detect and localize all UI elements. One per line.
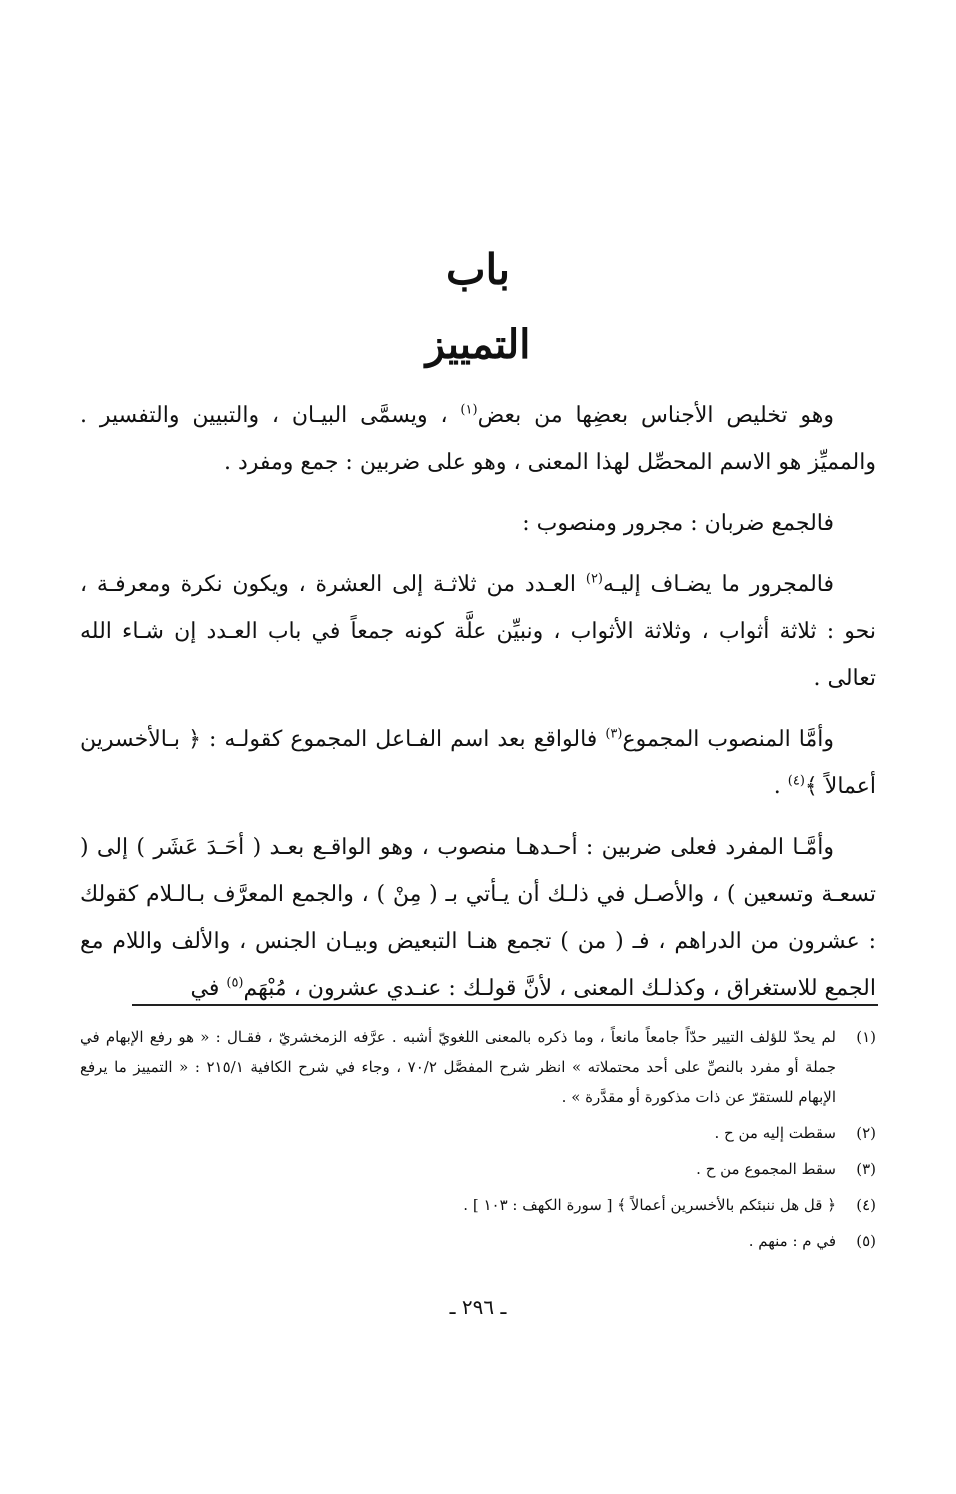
page-number: ـ ٢٩٦ ـ (449, 1295, 507, 1319)
footnote-text: سقط المجموع من ح . (696, 1160, 836, 1178)
footnote-ref-3: (٣) (605, 726, 623, 742)
footnotes (80, 1022, 876, 1262)
footnote-number: (١) (856, 1028, 876, 1046)
footnote-number: (٣) (856, 1160, 876, 1178)
footnote-ref-4: (٤) (787, 773, 805, 789)
footnote-item (80, 1118, 876, 1148)
footnote-text: في م : منهم . (748, 1232, 836, 1250)
footnote-item (80, 1190, 876, 1220)
footnote-ref-5: (٥) (226, 975, 244, 991)
paragraph-plural-types: فالجمع ضربان : مجرور ومنصوب : (522, 511, 834, 536)
paragraph-singular: وأمَّـا المفرد فعلى ضربين : أحـدهـا منصوب ، وهو الواقـع بعـد ( أحَـدَ عَشَر ) إلى ( تسعـة وتسعين ) ، والأصـل في ذلـك أن يـأتي بـ ( مِنْ ) ، والجمع المعرَّف بـالـلام كقولك : عشرون من الدراهم ، فـ ( من ) تجمع هنـا التبعيض وبيـان الجنس ، والألف واللام مع الجمع للاستغراق ، وكذلـك المعنى ، لأنَّ قولـك : عنـدي عشرون ، مُبْهَم$^{(٥)}$ في (80, 835, 876, 1001)
chapter-label: باب (445, 245, 511, 294)
footnote-number: (٤) (856, 1196, 876, 1214)
footnote-number: (٢) (856, 1124, 876, 1142)
footnote-divider (132, 1004, 878, 1006)
paragraph-definition: وهو تخليص الأجناس بعضِها من بعض$^{(١)}$ ، ويسمَّى البيـان ، والتبيين والتفسير . والمميِّز هو الاسم المحصِّل لهذا المعنى ، وهو على ضربين : جمع ومفرد . (80, 402, 876, 475)
footnote-text: ﴿ قل هل ننبئكم بالأخسرين أعمالاً ﴾ [ سورة الكهف : ١٠٣ ] . (463, 1196, 836, 1214)
footnote-ref-1: (١) (460, 402, 478, 418)
footnote-item (80, 1226, 876, 1256)
paragraph-accusative-plural: وأمَّا المنصوب المجموع$^{(٣)}$ فالواقع بعد اسم الفـاعل المجموع كقولـه : ﴿ بـالأخسرين أعمالاً ﴾$^{(٤)}$ . (80, 726, 876, 799)
footnote-item (80, 1154, 876, 1184)
footnote-text: سقطت إليه من ح . (714, 1124, 836, 1142)
footnote-ref-2: (٢) (585, 571, 603, 587)
main-text (80, 392, 876, 1012)
paragraph-genitive: فالمجرور ما يضـاف إليـه$^{(٢)}$ العـدد من ثلاثـة إلى العشرة ، ويكون نكرة ومعرفـة ، نحو : ثلاثة أثواب ، وثلاثة الأثواب ، ونبيِّن علَّة كونه جمعاً في باب العـدد إن شـاء الله تعالى . (80, 571, 876, 691)
footnote-number: (٥) (856, 1232, 876, 1250)
chapter-title: التمييز (425, 321, 531, 368)
footnote-item (80, 1022, 876, 1112)
footnote-text: لم يحدّ للؤلف التيير حدّاً جامعاً مانعاً ، وما ذكره بالمعنى اللغويّ أشبه . عرَّفه الزمخشريّ ، فقـال : « هو رفع الإبهام في جملة أو مفرد بالنصِّ على أحد محتملاته » انظر شرح المفصَّل ٧٠/٢ ، وجاء في شرح الكافية ٢١٥/١ : « التمييز ما يرفع الإبهام للستقرّ عن ذات مذكورة أو مقدَّرة » . (80, 1028, 837, 1106)
